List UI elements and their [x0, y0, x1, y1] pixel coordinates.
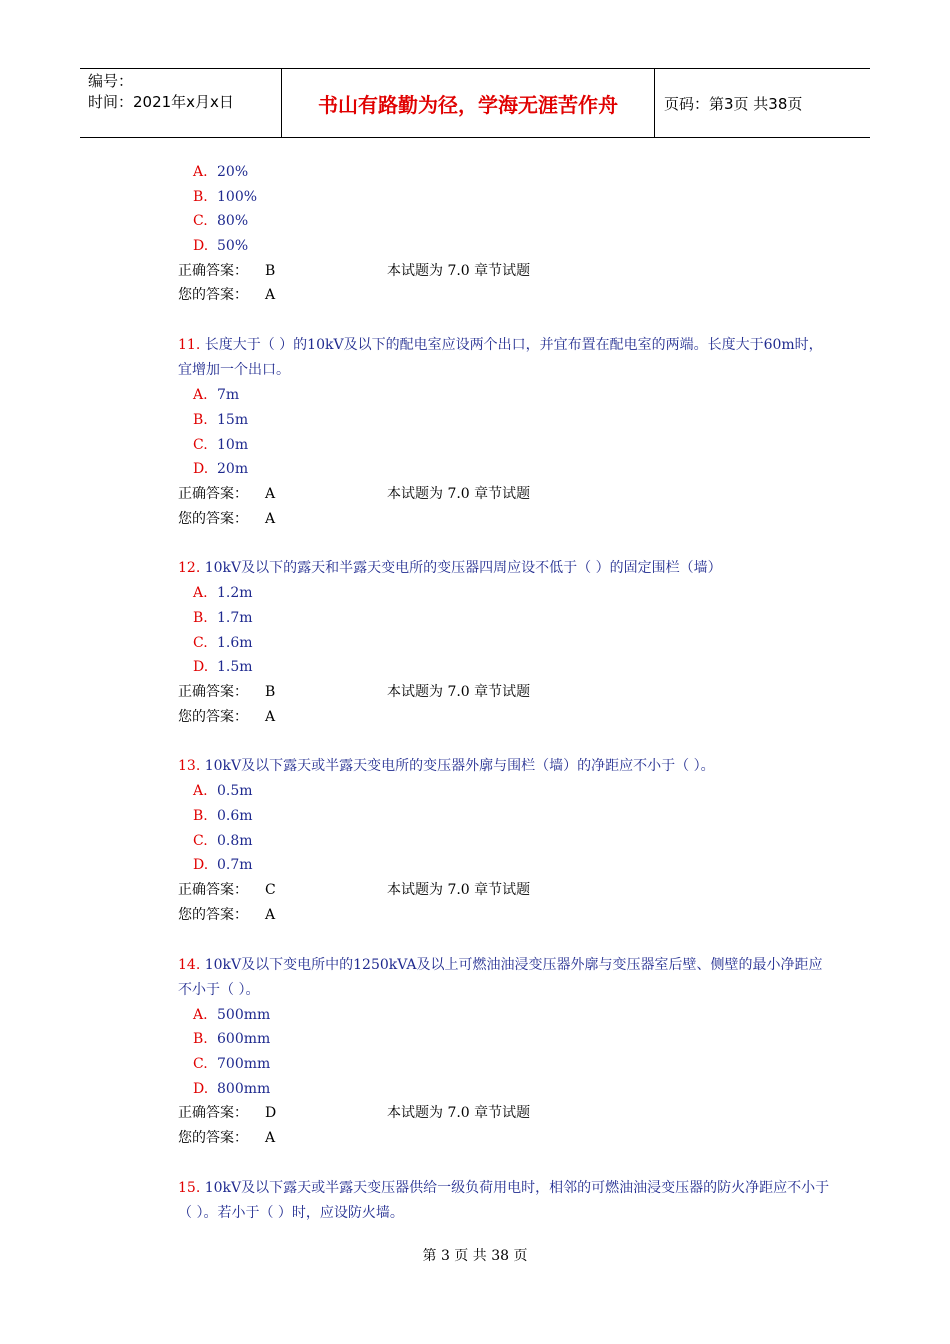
your-answer-label: 您的答案： — [178, 906, 248, 923]
correct-answer-row — [178, 680, 833, 705]
option-text: 10m — [217, 436, 249, 453]
option-letter: B. — [193, 1031, 208, 1048]
option-c — [178, 209, 833, 234]
option-b — [178, 408, 833, 433]
option-text: 500mm — [217, 1006, 271, 1023]
option-letter: C. — [193, 832, 208, 849]
question-stem: 长度大于（ ）的10kV及以下的配电室应设两个出口，并宜布置在配电室的两端。长度大于60m时，宜增加一个出口。 — [178, 337, 823, 379]
score-note: 本试题为 7.0 章节试题 — [387, 882, 531, 899]
question-stem: 10kV及以下的露天和半露天变电所的变压器四周应设不低于（ ）的固定围栏（墙） — [204, 560, 722, 577]
page-header — [80, 68, 870, 138]
question-stem: 10kV及以下变电所中的1250kVA及以上可燃油油浸变压器外廓与变压器室后壁、侧壁的最小净距应不小于（ ）。 — [178, 956, 823, 998]
option-b — [178, 804, 833, 829]
option-text: 7m — [217, 387, 240, 404]
option-text: 15m — [217, 411, 249, 428]
your-answer-value: A — [265, 906, 276, 923]
option-text: 1.2m — [217, 585, 253, 602]
your-answer-value: A — [265, 287, 276, 304]
option-text: 700mm — [217, 1055, 271, 1072]
option-letter: C. — [193, 1055, 208, 1072]
option-b — [178, 1027, 833, 1052]
question-stem: 10kV及以下露天或半露天变电所的变压器外廓与围栏（墙）的净距应不小于（ ）。 — [204, 758, 715, 775]
option-letter: D. — [193, 857, 209, 874]
question-12 — [178, 556, 833, 729]
your-answer-row — [178, 903, 833, 928]
option-text: 0.7m — [217, 857, 253, 874]
option-text: 50% — [217, 238, 249, 255]
question-number: 13. — [178, 758, 201, 775]
question-text — [178, 556, 833, 581]
header-motto: 书山有路勤为径，学海无涯苦作舟 — [318, 92, 618, 117]
option-text: 1.7m — [217, 609, 253, 626]
question-number: 12. — [178, 560, 201, 577]
question-10 — [178, 160, 833, 308]
option-c — [178, 631, 833, 656]
correct-answer-label: 正确答案： — [178, 1105, 248, 1122]
spacer — [178, 308, 833, 333]
your-answer-row — [178, 507, 833, 532]
your-answer-label: 您的答案： — [178, 287, 248, 304]
spacer — [178, 531, 833, 556]
spacer — [178, 729, 833, 754]
option-text: 800mm — [217, 1080, 271, 1097]
option-letter: A. — [193, 783, 208, 800]
score-note: 本试题为 7.0 章节试题 — [387, 262, 531, 279]
correct-answer-row — [178, 1101, 833, 1126]
question-text — [178, 754, 833, 779]
option-b — [178, 606, 833, 631]
question-number: 15. — [178, 1179, 201, 1196]
option-text: 20m — [217, 461, 249, 478]
option-text: 0.5m — [217, 783, 253, 800]
correct-answer-value: B — [265, 262, 276, 279]
option-a — [178, 160, 833, 185]
option-text: 80% — [217, 213, 249, 230]
correct-answer-value: C — [265, 882, 276, 899]
option-a — [178, 383, 833, 408]
option-c — [178, 433, 833, 458]
option-d — [178, 655, 833, 680]
spacer — [178, 1151, 833, 1176]
score-note: 本试题为 7.0 章节试题 — [387, 485, 531, 502]
question-11 — [178, 333, 833, 531]
correct-answer-label: 正确答案： — [178, 882, 248, 899]
header-meta — [88, 71, 278, 113]
question-15 — [178, 1176, 833, 1226]
question-number: 11. — [178, 337, 201, 354]
option-b — [178, 185, 833, 210]
option-c — [178, 829, 833, 854]
correct-answer-label: 正确答案： — [178, 684, 248, 700]
option-letter: C. — [193, 436, 208, 453]
option-d — [178, 853, 833, 878]
option-letter: B. — [193, 808, 208, 825]
correct-answer-value: A — [265, 485, 276, 502]
question-text — [178, 953, 833, 1003]
option-letter: B. — [193, 411, 208, 428]
option-text: 0.8m — [217, 832, 253, 849]
score-note: 本试题为 7.0 章节试题 — [387, 684, 531, 700]
option-a — [178, 1003, 833, 1028]
your-answer-label: 您的答案： — [178, 1129, 248, 1146]
page-footer: 第 3 页 共 38 页 — [422, 1248, 528, 1264]
option-text: 20% — [217, 164, 249, 180]
option-letter: C. — [193, 213, 208, 230]
correct-answer-value: D — [265, 1105, 277, 1122]
option-a — [178, 779, 833, 804]
option-letter: B. — [193, 609, 208, 626]
option-letter: A. — [193, 387, 208, 404]
correct-answer-row — [178, 482, 833, 507]
question-text — [178, 1176, 833, 1226]
your-answer-value: A — [265, 1129, 276, 1146]
your-answer-value: A — [265, 708, 276, 725]
header-id-label: 编号： — [88, 72, 134, 90]
option-letter: D. — [193, 238, 209, 255]
option-c — [178, 1052, 833, 1077]
option-text: 100% — [217, 188, 258, 205]
option-letter: A. — [193, 585, 208, 602]
correct-answer-row — [178, 259, 833, 284]
header-page-info: 页码：第3页 共38页 — [664, 94, 803, 113]
correct-answer-value: B — [265, 684, 276, 700]
option-letter: C. — [193, 634, 208, 651]
question-13 — [178, 754, 833, 927]
question-stem: 10kV及以下露天或半露天变压器供给一级负荷用电时，相邻的可燃油油浸变压器的防火净距应不小于（ ）。若小于（ ）时，应设防火墙。 — [178, 1179, 830, 1221]
option-letter: D. — [193, 1080, 209, 1097]
score-note: 本试题为 7.0 章节试题 — [387, 1105, 531, 1122]
document-body — [178, 160, 833, 1226]
option-text: 0.6m — [217, 808, 253, 825]
question-14 — [178, 953, 833, 1151]
option-text: 600mm — [217, 1031, 271, 1048]
option-text: 1.6m — [217, 634, 253, 651]
header-time-label: 时间：2021年x月x日 — [88, 93, 234, 111]
option-a — [178, 581, 833, 606]
option-d — [178, 457, 833, 482]
your-answer-label: 您的答案： — [178, 708, 248, 725]
option-d — [178, 1077, 833, 1102]
your-answer-row — [178, 705, 833, 730]
option-text: 1.5m — [217, 659, 253, 676]
option-letter: D. — [193, 461, 209, 478]
option-d — [178, 234, 833, 259]
option-letter: A. — [193, 164, 208, 180]
correct-answer-label: 正确答案： — [178, 485, 248, 502]
option-letter: D. — [193, 659, 209, 676]
spacer — [178, 928, 833, 953]
your-answer-label: 您的答案： — [178, 510, 248, 527]
your-answer-row — [178, 283, 833, 308]
your-answer-value: A — [265, 510, 276, 527]
question-number: 14. — [178, 956, 201, 973]
correct-answer-row — [178, 878, 833, 903]
your-answer-row — [178, 1126, 833, 1151]
question-text — [178, 333, 833, 383]
correct-answer-label: 正确答案： — [178, 262, 248, 279]
option-letter: B. — [193, 188, 208, 205]
header-divider — [654, 69, 655, 137]
option-letter: A. — [193, 1006, 208, 1023]
